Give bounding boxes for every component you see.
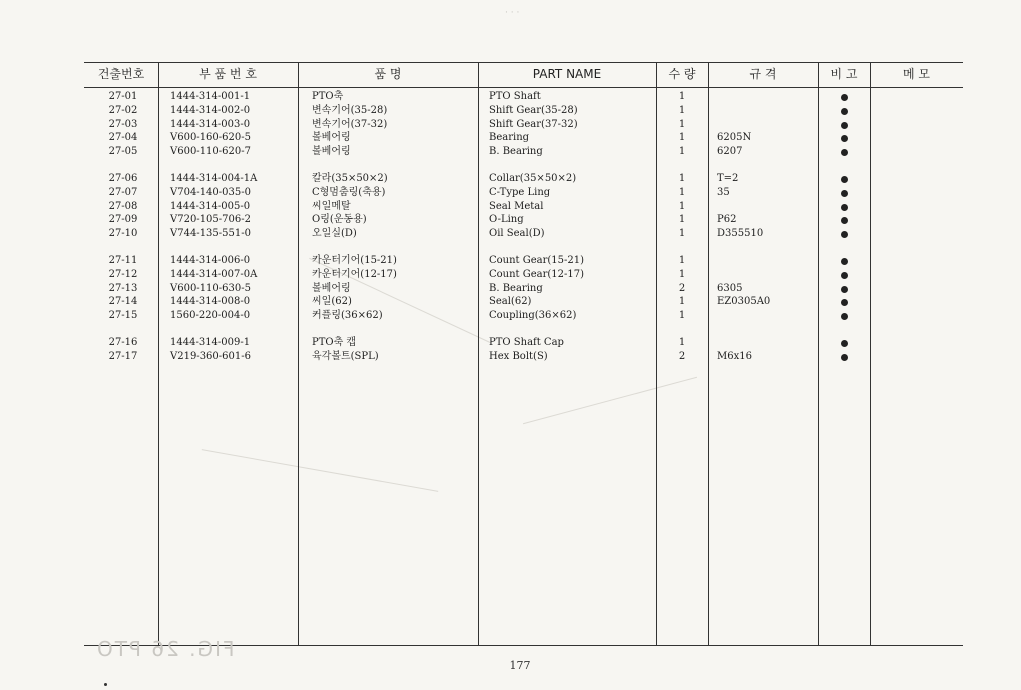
spec-cell: EZ0305A0	[717, 296, 771, 308]
korean-name-cell: 오일실(D)	[312, 228, 357, 240]
part-name-cell: Seal(62)	[489, 296, 532, 308]
header-part-name: PART NAME	[532, 67, 602, 81]
item-no-cell: 27-02	[108, 104, 138, 116]
part-name-cell: Count Gear(15-21)	[489, 255, 585, 266]
quantity-cell: 1	[678, 255, 686, 266]
item-no-cell: 27-14	[108, 296, 138, 308]
spec-cell: D355510	[717, 228, 764, 240]
quantity-cell: 1	[678, 296, 686, 308]
item-no-cell: 27-17	[108, 350, 138, 362]
bleed-through-mark: · · ·	[505, 8, 520, 18]
quantity-cell: 1	[678, 310, 686, 322]
header-item-no: 건출번호	[97, 67, 145, 81]
quantity-cell: 1	[678, 268, 686, 280]
spec-cell: T=2	[717, 173, 739, 184]
spec-cell: P62	[717, 214, 737, 226]
quantity-cell: 2	[678, 350, 686, 362]
quantity-cell: 1	[678, 132, 686, 144]
column-divider	[708, 62, 709, 645]
part-name-cell: PTO Shaft Cap	[489, 337, 564, 348]
header-divider	[84, 87, 963, 88]
remark-dot-icon	[841, 94, 848, 101]
part-no-cell: 1444-314-004-1A	[170, 173, 258, 184]
part-name-cell: Shift Gear(35-28)	[489, 104, 578, 116]
part-name-cell: PTO Shaft	[489, 91, 541, 102]
part-no-cell: 1444-314-009-1	[170, 337, 251, 348]
item-no-cell: 27-06	[108, 173, 138, 184]
korean-name-cell: PTO축	[312, 91, 344, 102]
korean-name-cell: 볼베어링	[312, 282, 351, 294]
part-no-cell: V704-140-035-0	[170, 186, 251, 198]
part-no-cell: 1444-314-008-0	[170, 296, 251, 308]
part-no-cell: 1444-314-002-0	[170, 104, 251, 116]
part-name-cell: B. Bearing	[489, 146, 543, 158]
part-no-cell: V744-135-551-0	[170, 228, 251, 240]
item-no-cell: 27-16	[108, 337, 138, 348]
quantity-cell: 1	[678, 200, 686, 212]
part-name-cell: B. Bearing	[489, 282, 543, 294]
spec-cell: M6x16	[717, 350, 752, 362]
item-no-cell: 27-05	[108, 146, 138, 158]
remark-dot-icon	[841, 204, 848, 211]
korean-name-cell: 육각볼트(SPL)	[312, 350, 379, 362]
korean-name-cell: 커플링(36×62)	[312, 310, 383, 322]
spec-cell: 6305	[717, 282, 743, 294]
korean-name-cell: 씨일메탈	[312, 200, 351, 212]
quantity-cell: 1	[678, 228, 686, 240]
print-speck	[104, 683, 107, 686]
part-name-cell: O-Ling	[489, 214, 524, 226]
remark-dot-icon	[841, 340, 848, 347]
korean-name-cell: C형멈춤링(축용)	[312, 186, 386, 198]
spec-cell: 6205N	[717, 132, 752, 144]
part-no-cell: 1560-220-004-0	[170, 310, 251, 322]
column-divider	[158, 62, 159, 645]
item-no-cell: 27-08	[108, 200, 138, 212]
remark-dot-icon	[841, 272, 848, 279]
remark-dot-icon	[841, 190, 848, 197]
remark-dot-icon	[841, 122, 848, 129]
part-name-cell: Hex Bolt(S)	[489, 350, 548, 362]
part-name-cell: Shift Gear(37-32)	[489, 118, 578, 130]
part-no-cell: V219-360-601-6	[170, 350, 251, 362]
remark-dot-icon	[841, 354, 848, 361]
remark-dot-icon	[841, 258, 848, 265]
part-name-cell: Collar(35×50×2)	[489, 173, 577, 184]
part-name-cell: Oil Seal(D)	[489, 228, 545, 240]
header-part-no: 부 품 번 호	[199, 67, 257, 81]
page-number: 177	[509, 659, 531, 672]
item-no-cell: 27-11	[108, 255, 138, 266]
quantity-cell: 1	[678, 337, 686, 348]
part-no-cell: 1444-314-003-0	[170, 118, 251, 130]
part-no-cell: V600-110-620-7	[170, 146, 251, 158]
quantity-cell: 1	[678, 214, 686, 226]
part-name-cell: Count Gear(12-17)	[489, 268, 585, 280]
item-no-cell: 27-10	[108, 228, 138, 240]
item-no-cell: 27-03	[108, 118, 138, 130]
quantity-cell: 1	[678, 146, 686, 158]
part-no-cell: 1444-314-006-0	[170, 255, 251, 266]
remark-dot-icon	[841, 108, 848, 115]
korean-name-cell: 씨일(62)	[312, 296, 352, 308]
quantity-cell: 1	[678, 118, 686, 130]
column-divider	[298, 62, 299, 645]
korean-name-cell: PTO축 캡	[312, 337, 357, 348]
part-name-cell: Coupling(36×62)	[489, 310, 577, 322]
column-divider	[478, 62, 479, 645]
item-no-cell: 27-04	[108, 132, 138, 144]
quantity-cell: 1	[678, 104, 686, 116]
quantity-cell: 1	[678, 91, 686, 102]
korean-name-cell: 변속기어(37-32)	[312, 118, 388, 130]
quantity-cell: 1	[678, 173, 686, 184]
part-no-cell: V600-110-630-5	[170, 282, 251, 294]
korean-name-cell: 카운터기어(12-17)	[312, 268, 397, 280]
header-qty: 수 량	[668, 67, 696, 81]
column-divider	[870, 62, 871, 645]
korean-name-cell: O링(운동용)	[312, 214, 367, 226]
item-no-cell: 27-15	[108, 310, 138, 322]
header-memo: 메 모	[903, 67, 930, 81]
part-name-cell: Bearing	[489, 132, 530, 144]
column-divider	[818, 62, 819, 645]
header-part-kor: 품 명	[374, 67, 402, 81]
remark-dot-icon	[841, 286, 848, 293]
korean-name-cell: 변속기어(35-28)	[312, 104, 388, 116]
part-no-cell: 1444-314-001-1	[170, 91, 251, 102]
bleed-through-caption: FIG. 26 PTO	[95, 637, 235, 661]
item-no-cell: 27-01	[108, 91, 138, 102]
part-no-cell: V600-160-620-5	[170, 132, 251, 144]
item-no-cell: 27-09	[108, 214, 138, 226]
item-no-cell: 27-07	[108, 186, 138, 198]
header-spec: 규 격	[749, 67, 777, 81]
quantity-cell: 1	[678, 186, 686, 198]
part-no-cell: 1444-314-007-0A	[170, 268, 258, 280]
item-no-cell: 27-12	[108, 268, 138, 280]
part-name-cell: Seal Metal	[489, 200, 544, 212]
item-no-cell: 27-13	[108, 282, 138, 294]
spec-cell: 6207	[717, 146, 743, 158]
header-remark: 비 고	[830, 67, 858, 81]
korean-name-cell: 볼베어링	[312, 146, 351, 158]
part-no-cell: 1444-314-005-0	[170, 200, 251, 212]
column-divider	[656, 62, 657, 645]
part-name-cell: C-Type Ling	[489, 186, 551, 198]
spec-cell: 35	[717, 186, 730, 198]
korean-name-cell: 카운터기어(15-21)	[312, 255, 397, 266]
part-no-cell: V720-105-706-2	[170, 214, 251, 226]
quantity-cell: 2	[678, 282, 686, 294]
remark-dot-icon	[841, 176, 848, 183]
korean-name-cell: 칼라(35×50×2)	[312, 173, 388, 184]
korean-name-cell: 볼베어링	[312, 132, 351, 144]
